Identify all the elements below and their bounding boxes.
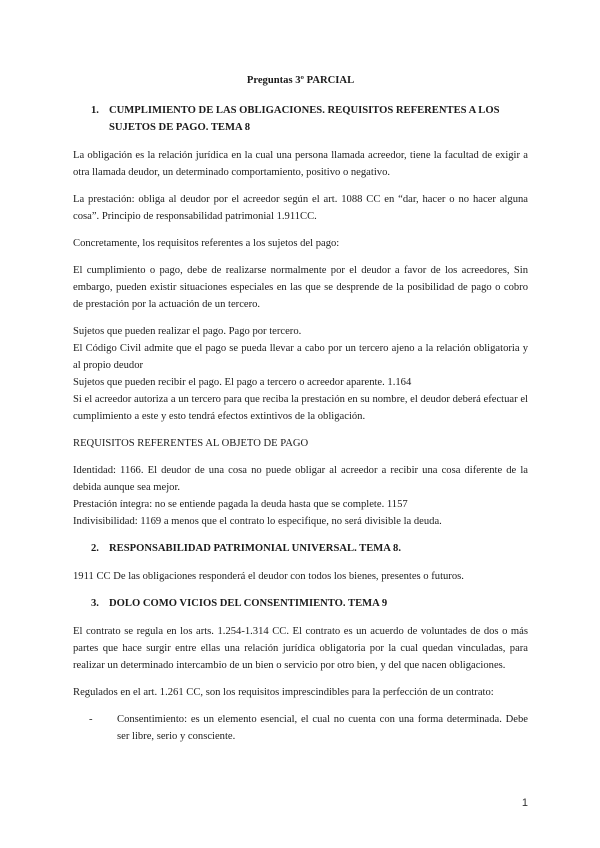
paragraph-line: Indivisibilidad: 1169 a menos que el contrato lo especifique, no será divisible la deuda. — [73, 516, 442, 527]
section-1-heading — [73, 102, 528, 136]
paragraph: La prestación: obliga al deudor por el acreedor según el art. 1088 CC en “dar, hacer o no hacer alguna cosa”. Principio de responsabilidad patrimonial 1.911CC. — [73, 194, 528, 222]
bullet-text: Consentimiento: es un elemento esencial, el cual no cuenta con una forma determinada. Debe ser libre, serio y consciente. — [117, 714, 528, 742]
page-number: 1 — [521, 797, 528, 809]
section-1-number: 1. — [91, 105, 99, 116]
document-title: Preguntas 3º PARCIAL — [246, 75, 355, 86]
paragraph-line: Si el acreedor autoriza a un tercero para que reciba la prestación en su nombre, el deudor deberá efectuar el cumplimiento a este y esto tendrá efectos extintivos de la obligación. — [73, 394, 528, 422]
section-1-title: CUMPLIMIENTO DE LAS OBLIGACIONES. REQUISITOS REFERENTES A LOS SUJETOS DE PAGO. TEMA 8 — [109, 105, 500, 133]
paragraph: El contrato se regula en los arts. 1.254-1.314 CC. El contrato es un acuerdo de voluntades de dos o más partes que hace surgir entre ellas una relación jurídica obligatoria por la cual quedan vinculadas, para realizar un determinado intercambio de un bien o servicio por otro bien, y del que nacen obligaciones. — [73, 626, 528, 671]
section-2-number: 2. — [91, 543, 99, 554]
bullet-item — [73, 711, 528, 745]
paragraph: La obligación es la relación jurídica en la cual una persona llamada acreedor, tiene la facultad de exigir a otra llamada deudor, un determinado comportamiento, positivo o negativo. — [73, 150, 528, 178]
paragraph-line: Sujetos que pueden recibir el pago. El pago a tercero o acreedor aparente. 1.164 — [73, 377, 412, 388]
paragraph: 1911 CC De las obligaciones responderá el deudor con todos los bienes, presentes o futuros. — [73, 571, 464, 582]
paragraph: Regulados en el art. 1.261 CC, son los requisitos imprescindibles para la perfección de un contrato: — [73, 687, 494, 698]
paragraph: El cumplimiento o pago, debe de realizarse normalmente por el deudor a favor de los acreedores, Sin embargo, pueden existir situaciones especiales en las que se desprende de la posibilidad de pago o cobro de prestación por la actuación de un tercero. — [73, 265, 528, 310]
section-3-number: 3. — [91, 598, 99, 609]
bullet-dash: - — [89, 714, 93, 725]
paragraph: Concretamente, los requisitos referentes a los sujetos del pago: — [73, 238, 340, 249]
paragraph-line: Prestación íntegra: no se entiende pagada la deuda hasta que se complete. 1157 — [73, 499, 408, 510]
section-3-title: DOLO COMO VICIOS DEL CONSENTIMIENTO. TEMA 9 — [109, 598, 388, 609]
section-2-heading — [73, 540, 528, 557]
paragraph-line: Identidad: 1166. El deudor de una cosa no puede obligar al acreedor a recibir una cosa diferente de la debida aunque sea mejor. — [73, 465, 528, 493]
paragraph-line: Sujetos que pueden realizar el pago. Pago por tercero. — [73, 326, 302, 337]
section-2-title: RESPONSABILIDAD PATRIMONIAL UNIVERSAL. TEMA 8. — [109, 543, 401, 554]
paragraph-line: El Código Civil admite que el pago se pueda llevar a cabo por un tercero ajeno a la relación obligatoria y al propio deudor — [73, 343, 528, 371]
subheading: REQUISITOS REFERENTES AL OBJETO DE PAGO — [73, 438, 309, 449]
section-3-heading — [73, 595, 528, 612]
